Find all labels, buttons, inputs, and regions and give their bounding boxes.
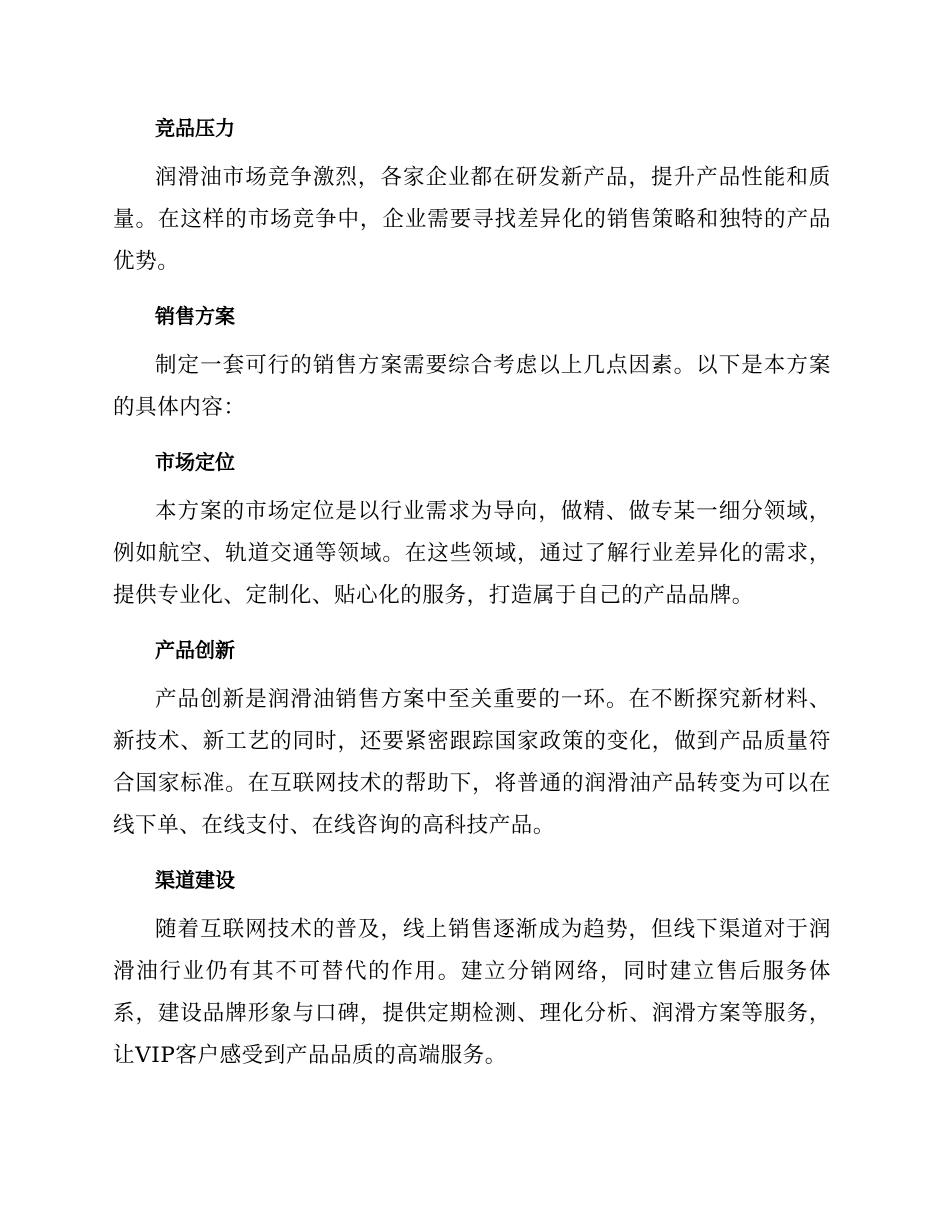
section-paragraph: 制定一套可行的销售方案需要综合考虑以上几点因素。以下是本方案的具体内容： [113, 353, 831, 420]
section-competitive-pressure [113, 109, 831, 283]
section-paragraph: 产品创新是润滑油销售方案中至关重要的一环。在不断探究新材料、新技术、新工艺的同时，还要紧密跟踪国家政策的变化，做到产品质量符合国家标准。在互联网技术的帮助下，将普通的润滑油产品转变为可以在线下单、在线支付、在线咨询的高科技产品。 [113, 687, 831, 838]
section-sales-plan [113, 297, 831, 429]
document-body [113, 109, 831, 1091]
section-heading: 竞品压力 [155, 116, 235, 140]
section-heading: 产品创新 [155, 638, 235, 662]
section-product-innovation [113, 631, 831, 847]
section-heading: 渠道建设 [155, 868, 235, 892]
section-market-positioning [113, 443, 831, 617]
section-paragraph: 本方案的市场定位是以行业需求为导向，做精、做专某一细分领域，例如航空、轨道交通等领域。在这些领域，通过了解行业差异化的需求，提供专业化、定制化、贴心化的服务，打造属于自己的产品品牌。 [113, 499, 831, 608]
section-heading: 销售方案 [155, 304, 235, 328]
section-channel-construction [113, 861, 831, 1077]
section-heading: 市场定位 [155, 450, 235, 474]
section-paragraph: 润滑油市场竞争激烈，各家企业都在研发新产品，提升产品性能和质量。在这样的市场竞争中，企业需要寻找差异化的销售策略和独特的产品优势。 [113, 165, 831, 274]
section-paragraph: 随着互联网技术的普及，线上销售逐渐成为趋势，但线下渠道对于润滑油行业仍有其不可替代的作用。建立分销网络，同时建立售后服务体系，建设品牌形象与口碑，提供定期检测、理化分析、润滑方案等服务，让VIP客户感受到产品品质的高端服务。 [113, 917, 831, 1068]
